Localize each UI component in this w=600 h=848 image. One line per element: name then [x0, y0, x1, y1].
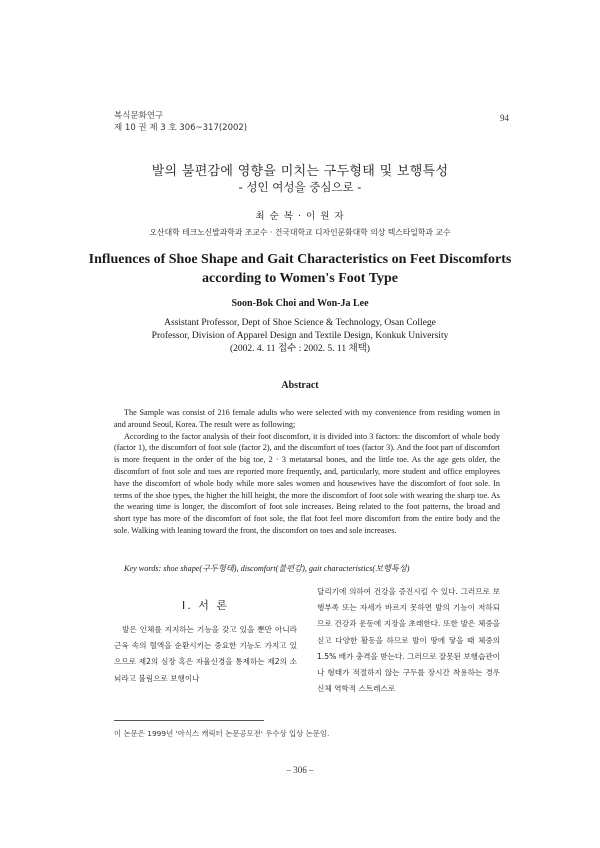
- submission-dates: (2002. 4. 11 접수 : 2002. 5. 11 채택): [230, 344, 370, 354]
- abstract-paragraph-2: According to the factor analysis of their foot discomfort, it is divided into 3 factors: the discomfort of whole body (factor 1), the discomfort of foot sole (factor 2), and the discomfort of toes (factor 3). And the foot part of discomfort is more frequent in the order of the big toe, 2 · 3 metatarsal bones, and the little toe. As the age gets older, the discomfort of foot sole and toes are reported more frequently, and, particularly, more student and office employees have the discomfort of whole body while more sales women and housewives have the discomfort of foot sole. In terms of the shoe types, the higher the hill height, the more the discomfort of foot sole with wearing the sharp toe. As the wearing time is longer, the discomfort of foot sole increases. Being related to the foot patterns, the broad and short type has more of the discomfort of foot sole, the flat foot feel more discomfort from the entire body and the sole. Walking with leaning toward the front, the discomfort on toes and sole increases.: [114, 431, 500, 535]
- section-heading-introduction: Ⅰ. 서 론: [182, 599, 229, 612]
- english-affiliation-1: Assistant Professor, Dept of Shoe Science & Technology, Osan College: [164, 318, 436, 328]
- footnote: 이 논문은 1999년 '아식스 캐릭터 논문공모전' 우수상 입상 논문임.: [114, 729, 330, 738]
- english-affiliation-2: Professor, Division of Apparel Design and Textile Design, Konkuk University: [151, 331, 449, 341]
- body-right-column: [317, 584, 500, 697]
- volume-info: 제 10 권 제 3 호 306~317(2002): [114, 123, 248, 133]
- english-authors: Soon-Bok Choi and Won-Ja Lee: [231, 298, 369, 309]
- english-title: [60, 250, 540, 288]
- journal-header: [114, 110, 247, 134]
- abstract-heading: Abstract: [281, 380, 319, 391]
- keywords: Key words: shoe shape(구두형태), discomfort(불편감), gait characteristics(보행특성): [124, 564, 410, 573]
- footnote-divider: [114, 720, 264, 721]
- abstract-paragraph-1: The Sample was consist of 216 female adults who were selected with my convenience from residing women in and around Seoul, Korea. The result were as following;: [114, 408, 500, 429]
- korean-title: 발의 불편감에 영향을 미치는 구두형태 및 보행특성: [151, 164, 449, 179]
- english-affiliation: [60, 317, 540, 356]
- body-right-text: 달리기에 의하여 건강을 증진시킬 수 있다. 그러므로 보행부족 또는 자세가 바르지 못하면 발의 기능이 저하되므로 건강과 운동에 지장을 초래한다. 또한 발은 체중을 싣고 다양한 활동을 하므로 발이 땅에 닿을 때 체중의 1.5% 배가 충격을 받는다. 그러므로 잘못된 보행습관이나 형태가 적절하지 않는 구두를 장시간 착용하는 경우 신체 역학적 스트레스로: [317, 587, 500, 694]
- english-title-line-1: Influences of Shoe Shape and Gait Characteristics on Feet Discomforts: [88, 252, 512, 267]
- abstract-body: [114, 407, 500, 537]
- body-left-column: [114, 622, 297, 687]
- journal-name: 복식문화연구: [114, 111, 164, 121]
- korean-affiliation: 오산대학 테크노신발과학과 조교수 · 건국대학교 디자인문화대학 의상 텍스타일학과 교수: [149, 228, 451, 237]
- korean-authors: 최 순 복 · 이 원 자: [255, 211, 345, 222]
- body-left-text: 발은 인체를 지지하는 기능을 갖고 있을 뿐만 아니라 근육 속의 혈액을 순환시키는 중요한 기능도 가지고 있으므로 제2의 심장 혹은 자율신경을 통제하는 제2의 소뇌라고 불림으로 보행이나: [114, 625, 297, 683]
- korean-subtitle: - 성인 여성을 중심으로 -: [238, 180, 362, 194]
- header-page-number: 94: [500, 113, 509, 123]
- english-title-line-2: according to Women's Foot Type: [202, 271, 398, 286]
- footer-page-number: – 306 –: [286, 765, 314, 775]
